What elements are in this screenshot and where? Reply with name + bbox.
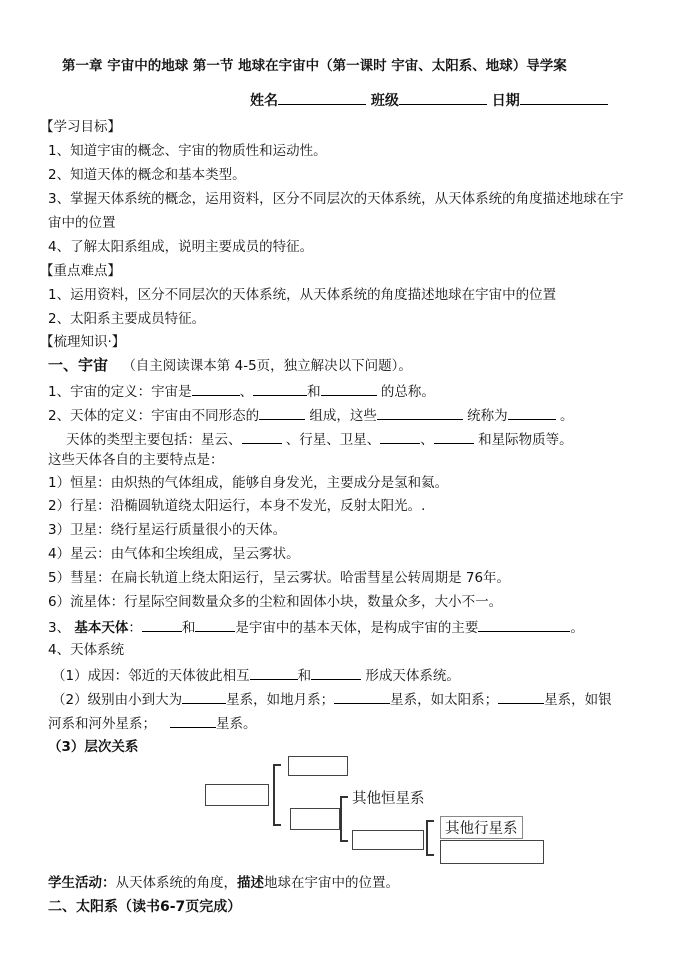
blank[interactable] — [195, 617, 235, 632]
blank[interactable] — [253, 381, 307, 396]
objective-item: 宙中的位置 — [48, 215, 116, 231]
feature-item: 6）流星体：行星际空间数量众多的尘粒和固体小块，数量众多，大小不一。 — [48, 594, 503, 610]
blank[interactable] — [478, 617, 570, 632]
name-label: 姓名 — [250, 93, 278, 109]
section2-title: 二、太阳系（读书6-7页完成） — [48, 899, 242, 915]
bracket-middle — [340, 796, 348, 842]
question-2: 2、天体的定义：宇宙由不同形态的 组成，这些 统称为 。 — [48, 405, 573, 425]
blank[interactable] — [321, 381, 377, 396]
blank[interactable] — [434, 429, 474, 444]
blank[interactable] — [334, 689, 390, 704]
diagram-box-middle[interactable] — [290, 808, 340, 830]
blank[interactable] — [380, 429, 420, 444]
blank[interactable] — [311, 665, 361, 680]
knowledge-heading: 【梳理知识·】 — [40, 334, 126, 350]
blank[interactable] — [508, 405, 556, 420]
blank[interactable] — [259, 405, 305, 420]
feature-item: 4）星云：由气体和尘埃组成，呈云雾状。 — [48, 546, 300, 562]
blank[interactable] — [498, 689, 544, 704]
bracket-right — [426, 820, 434, 856]
question-4-1: （1）成因：邻近的天体彼此相互 和 形成天体系统。 — [52, 665, 460, 685]
diagram-box-lower[interactable] — [352, 830, 424, 850]
question-3: 3、 基本天体： 和 是宇宙中的基本天体，是构成宇宙的主要 。 — [48, 617, 584, 637]
keypoint-item: 2、太阳系主要成员特征。 — [48, 311, 206, 327]
section1-line — [48, 356, 412, 375]
bracket-left — [273, 764, 281, 826]
other-stars-label: 其他恒星系 — [352, 791, 425, 807]
blank[interactable] — [377, 405, 463, 420]
objective-item: 4、了解太阳系组成，说明主要成员的特征。 — [48, 239, 314, 255]
name-field[interactable] — [278, 90, 366, 105]
diagram-box-root[interactable] — [205, 784, 269, 806]
blank[interactable] — [170, 713, 216, 728]
student-activity: 学生活动：从天体系统的角度，描述地球在宇宙中的位置。 — [48, 875, 399, 891]
diagram-box-bottom[interactable] — [440, 840, 544, 864]
section1-note: （自主阅读课本第 4-5页，独立解决以下问题）。 — [122, 358, 412, 374]
header-fields — [250, 90, 608, 110]
question-4-2-cont: 河系和河外星系； 星系。 — [48, 713, 257, 733]
keypoints-heading: 【重点难点】 — [40, 263, 121, 279]
question-4: 4、天体系统 — [48, 642, 125, 658]
section1-title: 一、宇宙 — [48, 356, 109, 374]
blank[interactable] — [142, 617, 182, 632]
blank[interactable] — [250, 665, 298, 680]
objective-item: 2、知道天体的概念和基本类型。 — [48, 167, 246, 183]
class-label: 班级 — [370, 93, 399, 109]
class-field[interactable] — [399, 90, 487, 105]
question-4-2: （2）级别由小到大为 星系，如地月系； 星系，如太阳系； 星系，如银 — [52, 689, 612, 709]
date-field[interactable] — [520, 90, 608, 105]
keypoint-item: 1、运用资料，区分不同层次的天体系统，从天体系统的角度描述地球在宇宙中的位置 — [48, 287, 557, 303]
other-planets-label: 其他行星系 — [440, 816, 523, 839]
question-1: 1、宇宙的定义：宇宙是 、 和 的总称。 — [48, 381, 435, 401]
page-title: 第一章 宇宙中的地球 第一节 地球在宇宙中（第一课时 宇宙、太阳系、地球）导学案 — [62, 58, 567, 74]
blank[interactable] — [242, 429, 282, 444]
blank[interactable] — [182, 689, 226, 704]
objectives-heading: 【学习目标】 — [40, 119, 121, 135]
feature-item: 2）行星：沿椭圆轨道绕太阳运行，本身不发光，反射太阳光。. — [48, 498, 426, 514]
features-intro: 这些天体各自的主要特点是： — [48, 452, 224, 468]
feature-item: 3）卫星：绕行星运行质量很小的天体。 — [48, 522, 287, 538]
feature-item: 1）恒星：由炽热的气体组成，能够自身发光，主要成分是氢和氦。 — [48, 475, 449, 491]
question-4-3: （3）层次关系 — [48, 739, 139, 755]
types-line: 天体的类型主要包括：星云、 、行星、卫星、 、 和星际物质等。 — [66, 429, 573, 449]
objective-item: 3、掌握天体系统的概念，运用资料，区分不同层次的天体系统，从天体系统的角度描述地球在宇 — [48, 191, 624, 207]
blank[interactable] — [192, 381, 240, 396]
diagram-box-top[interactable] — [288, 756, 348, 776]
date-label: 日期 — [491, 93, 520, 109]
objective-item: 1、知道宇宙的概念、宇宙的物质性和运动性。 — [48, 143, 327, 159]
feature-item: 5）彗星：在扁长轨道上绕太阳运行，呈云雾状。哈雷彗星公转周期是 76年。 — [48, 570, 511, 586]
